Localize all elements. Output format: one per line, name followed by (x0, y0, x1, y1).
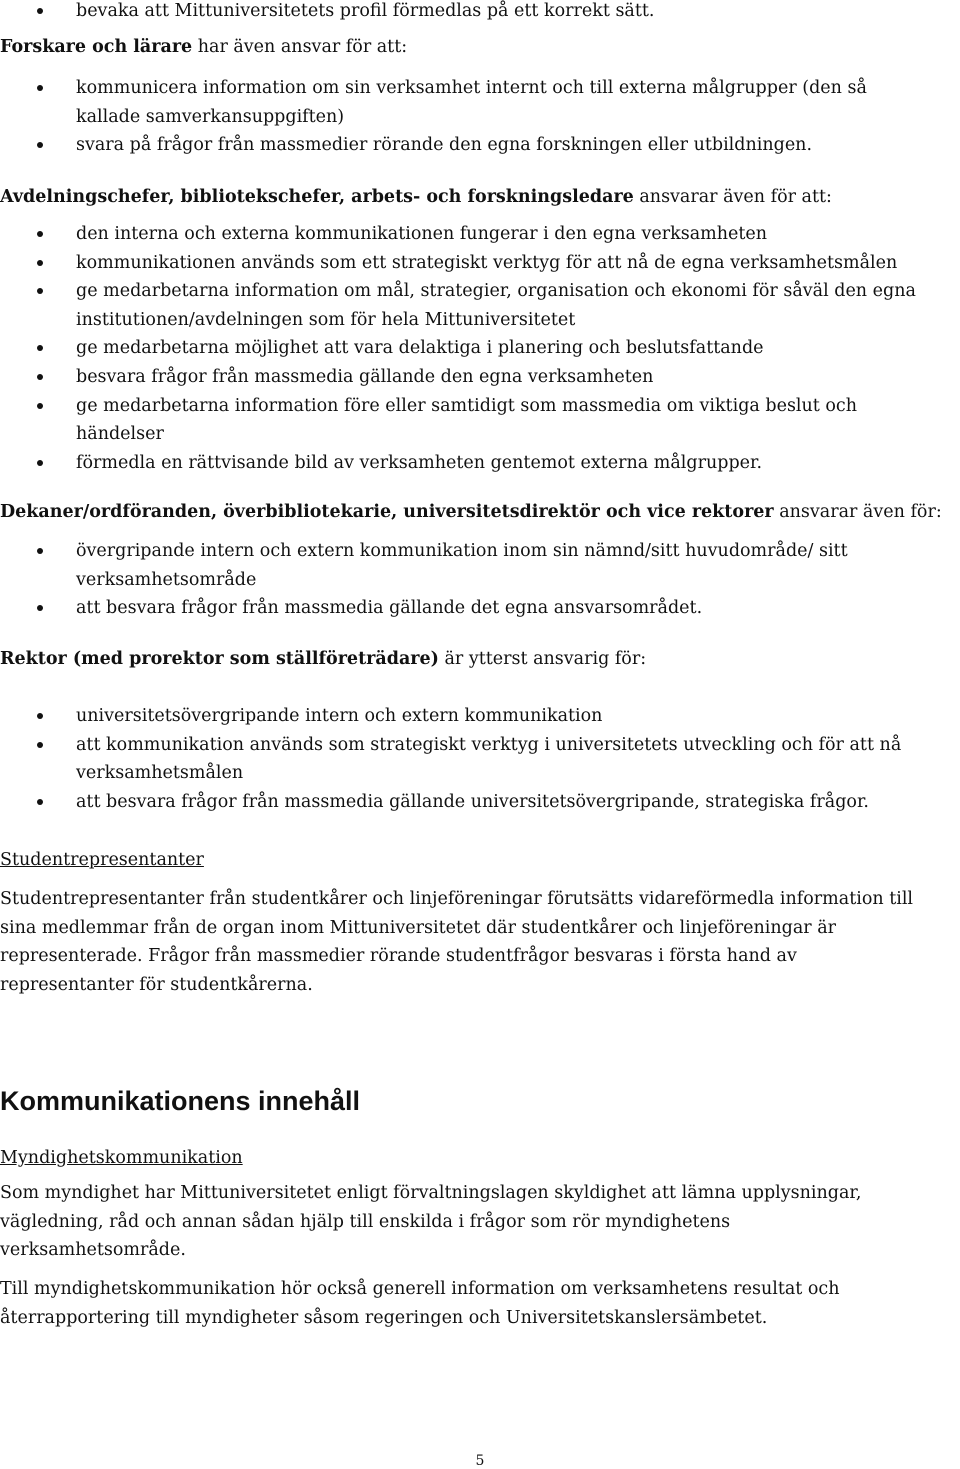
list-item: att kommunikation används som strategiskt verktyg i universitetets utveckling och för att nå verksamhetsmålen (0, 731, 960, 788)
list-item: övergripande intern och extern kommunikation inom sin nämnd/sitt huvudområde/ sitt verksamhetsområde (0, 537, 960, 594)
deans-lead: Dekaner/ordföranden, överbibliotekarie, universitetsdirektör och vice rektorer ansvarar även för: (0, 502, 942, 522)
bullet-icon (37, 8, 43, 14)
list-item: kommunicera information om sin verksamhet internt och till externa målgrupper (den så kallade samverkansuppgiften) (0, 74, 960, 131)
authority-paragraph-1: Som myndighet har Mittuniversitetet enligt förvaltningslagen skyldighet att lämna upplysningar, vägledning, råd och annan sådan hjälp till enskilda i frågor som rör myndighetens verksamhetsområde. (0, 1183, 862, 1261)
section-title: Kommunikationens innehåll (0, 1086, 361, 1116)
list-item: förmedla en rättvisande bild av verksamheten gentemot externa målgrupper. (0, 449, 960, 478)
bullet-icon (37, 374, 43, 380)
bullet-icon (37, 345, 43, 351)
intro-bullet-list (0, 0, 960, 26)
bullet-icon (37, 288, 43, 294)
bullet-icon (37, 460, 43, 466)
intro-bullets (0, 0, 960, 26)
bullet-icon (37, 713, 43, 719)
heads-lead: Avdelningschefer, bibliotekschefer, arbets- och forskningsledare ansvarar även för att: (0, 187, 832, 207)
list-item: att besvara frågor från massmedia gällande universitetsövergripande, strategiska frågor. (0, 788, 960, 817)
students-section (0, 846, 960, 875)
list-item: kommunikationen används som ett strategiskt verktyg för att nå de egna verksamhetsmålen (0, 249, 960, 278)
authority-paragraph-2: Till myndighetskommunikation hör också generell information om verksamhetens resultat och återrapportering till myndigheter såsom regeringen och Universitetskanslersämbetet. (0, 1279, 840, 1328)
researchers-bullets (0, 74, 960, 160)
list-item: svara på frågor från massmedier rörande den egna forskningen eller utbildningen. (0, 131, 960, 160)
researchers-section (0, 33, 960, 62)
rector-lead: Rektor (med prorektor som ställföreträdare) är ytterst ansvarig för: (0, 649, 647, 669)
deans-section (0, 498, 960, 527)
bullet-icon (37, 260, 43, 266)
list-item: ge medarbetarna möjlighet att vara delaktiga i planering och beslutsfattande (0, 334, 960, 363)
bullet-icon (37, 403, 43, 409)
students-heading: Studentrepresentanter (0, 850, 204, 870)
bullet-icon (37, 548, 43, 554)
students-paragraph: Studentrepresentanter från studentkårer och linjeföreningar förutsätts vidareförmedla information till sina medlemmar från de organ inom Mittuniversitetet där studentkårer och linjeföreningar är representerade. Frågor från massmedier rörande studentfrågor besvaras i första hand av representanter för studentkårerna. (0, 889, 914, 995)
bullet-icon (37, 85, 43, 91)
authority-subheading-block (0, 1144, 960, 1173)
authority-subheading: Myndighetskommunikation (0, 1148, 243, 1168)
researchers-lead: Forskare och lärare har även ansvar för att: (0, 37, 408, 57)
list-item: universitetsövergripande intern och extern kommunikation (0, 702, 960, 731)
rector-section (0, 645, 960, 674)
bullet-icon (37, 231, 43, 237)
list-item: att besvara frågor från massmedia gällande det egna ansvarsområdet. (0, 594, 960, 623)
heads-bullets (0, 220, 960, 477)
bullet-icon (37, 799, 43, 805)
bullet-icon (37, 142, 43, 148)
list-item: bevaka att Mittuniversitetets profil förmedlas på ett korrekt sätt. (0, 0, 960, 26)
bullet-icon (37, 742, 43, 748)
heads-section (0, 183, 960, 212)
bullet-icon (37, 605, 43, 611)
section-title-block (0, 1084, 960, 1118)
page-number: 5 (475, 1453, 485, 1469)
rector-bullets (0, 702, 960, 816)
list-item: ge medarbetarna information före eller samtidigt som massmedia om viktiga beslut och händelser (0, 392, 960, 449)
list-item: ge medarbetarna information om mål, strategier, organisation och ekonomi för såväl den egna institutionen/avdelningen som för hela Mittuniversitetet (0, 277, 960, 334)
list-item: besvara frågor från massmedia gällande den egna verksamheten (0, 363, 960, 392)
list-item: den interna och externa kommunikationen fungerar i den egna verksamheten (0, 220, 960, 249)
deans-bullets (0, 537, 960, 623)
